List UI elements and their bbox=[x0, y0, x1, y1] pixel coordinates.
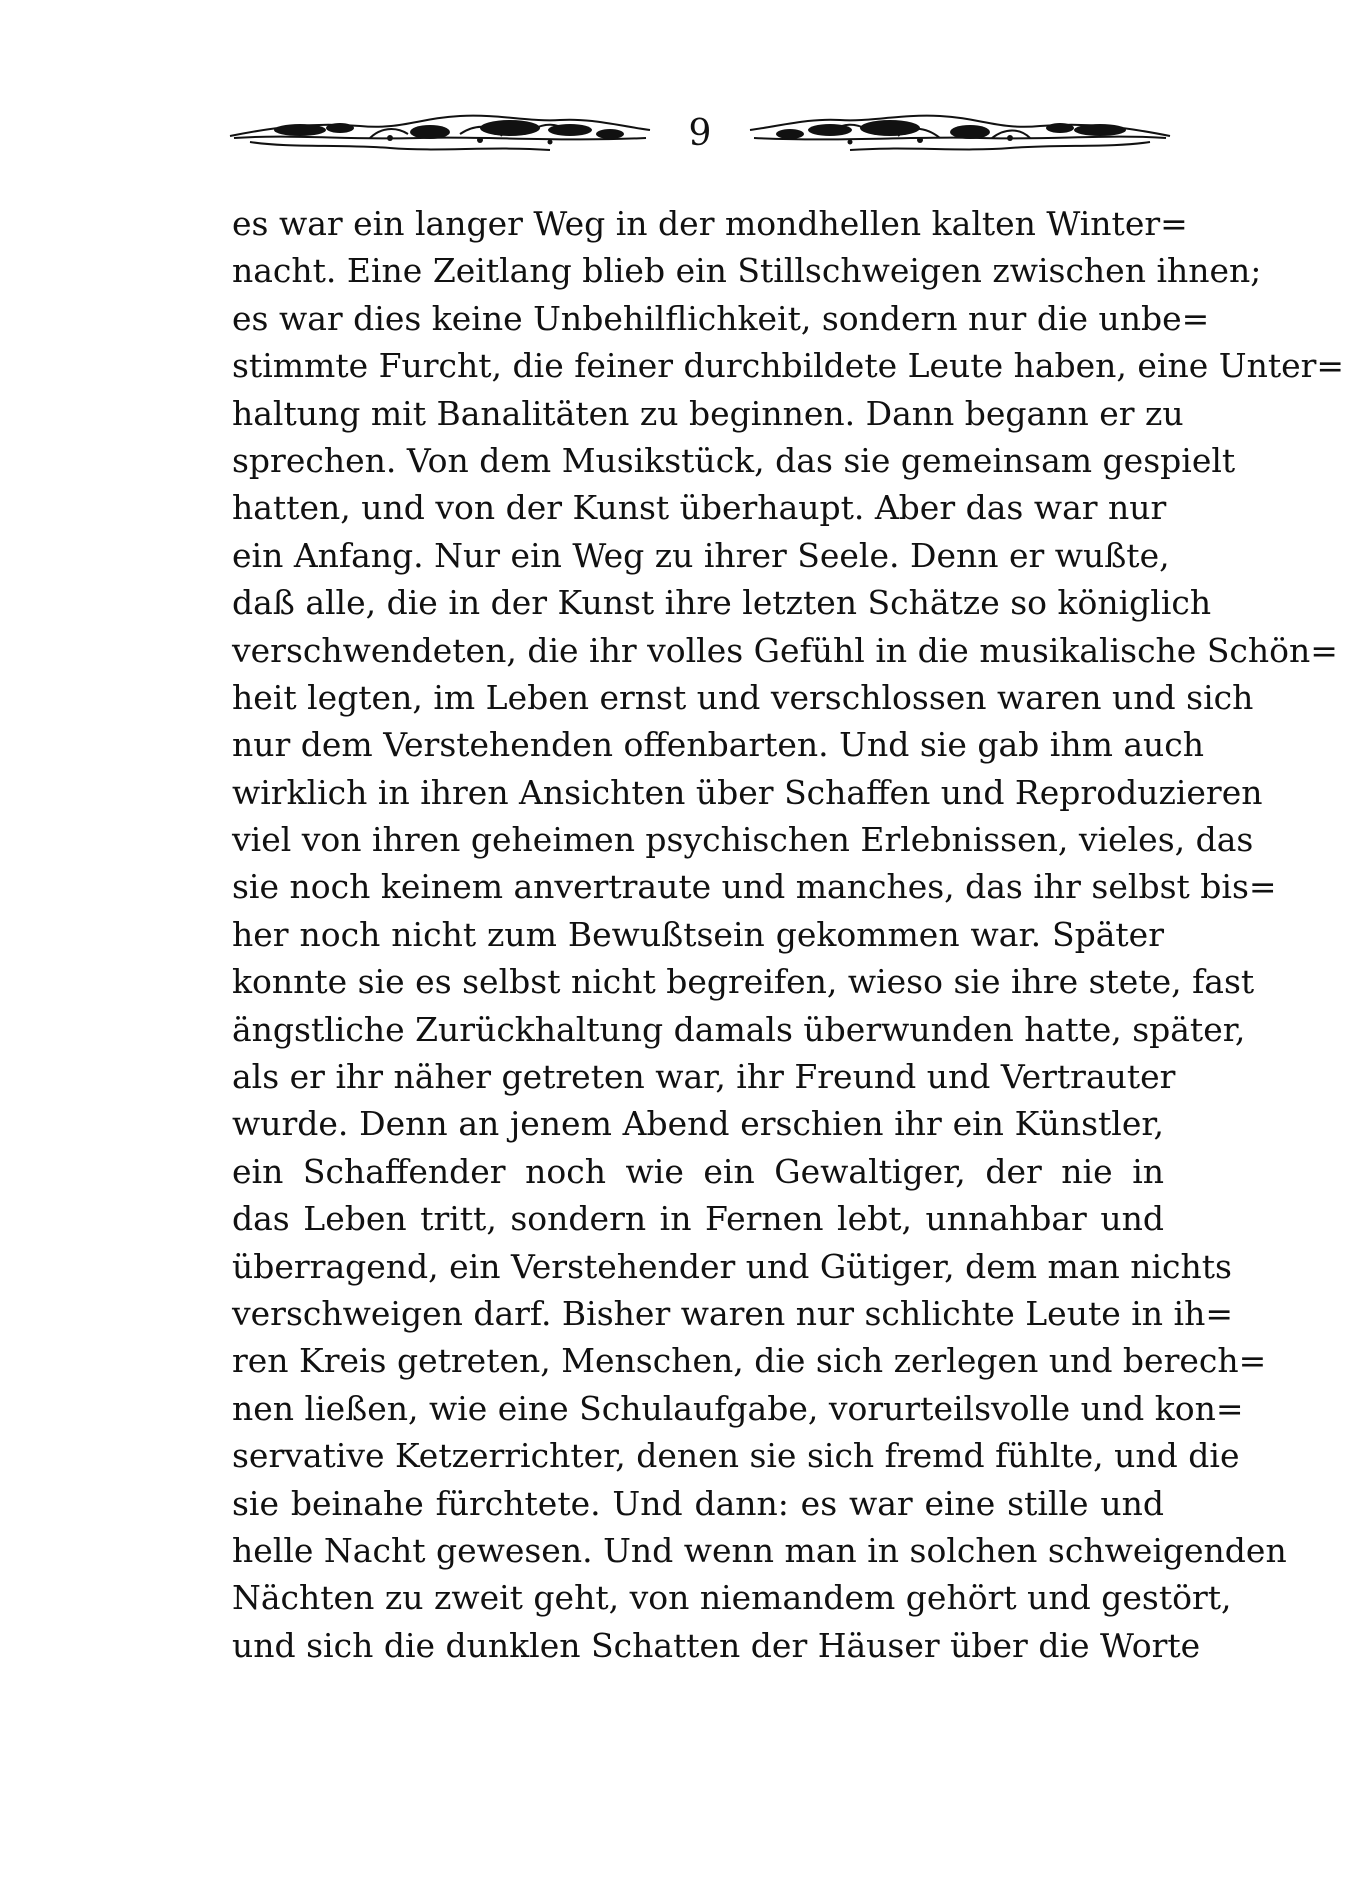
text-line: wirklich in ihren Ansichten über Schaffen und Reproduzieren bbox=[232, 772, 1263, 812]
body-text bbox=[232, 200, 1345, 1669]
text-line: ren Kreis getreten, Menschen, die sich zerlegen und berech= bbox=[232, 1341, 1267, 1381]
text-line: verschwendeten, die ihr volles Gefühl in die musikalische Schön= bbox=[232, 630, 1338, 670]
text-line: sie beinahe fürchtete. Und dann: es war eine stille und bbox=[232, 1483, 1164, 1523]
text-line: das Leben tritt, sondern in Fernen lebt, unnahbar und bbox=[232, 1199, 1164, 1239]
text-line: haltung mit Banalitäten zu beginnen. Dann begann er zu bbox=[232, 393, 1184, 433]
text-line: Nächten zu zweit geht, von niemandem gehört und gestört, bbox=[232, 1578, 1232, 1618]
text-line: es war dies keine Unbehilflichkeit, sondern nur die unbe= bbox=[232, 298, 1210, 338]
text-line: wurde. Denn an jenem Abend erschien ihr ein Künstler, bbox=[232, 1104, 1164, 1144]
text-line: her noch nicht zum Bewußtsein gekommen war. Später bbox=[232, 914, 1164, 954]
text-line: hatten, und von der Kunst überhaupt. Aber das war nur bbox=[232, 488, 1167, 528]
text-line: ein Schaffender noch wie ein Gewaltiger, der nie in bbox=[232, 1151, 1164, 1191]
text-line: heit legten, im Leben ernst und verschlossen waren und sich bbox=[232, 677, 1254, 717]
text-line: nen ließen, wie eine Schulaufgabe, vorurteilsvolle und kon= bbox=[232, 1388, 1244, 1428]
text-line: ängstliche Zurückhaltung damals überwunden hatte, später, bbox=[232, 1009, 1246, 1049]
floral-landscape-vignette-icon bbox=[750, 108, 1170, 168]
text-line: als er ihr näher getreten war, ihr Freund und Vertrauter bbox=[232, 1057, 1176, 1097]
text-line: und sich die dunklen Schatten der Häuser über die Worte bbox=[232, 1625, 1201, 1665]
text-line: daß alle, die in der Kunst ihre letzten Schätze so königlich bbox=[232, 583, 1212, 623]
text-line: sie noch keinem anvertraute und manches, das ihr selbst bis= bbox=[232, 867, 1277, 907]
page-header bbox=[230, 108, 1170, 168]
text-line: es war ein langer Weg in der mondhellen kalten Winter= bbox=[232, 204, 1188, 243]
text-line: sprechen. Von dem Musikstück, das sie gemeinsam gespielt bbox=[232, 440, 1236, 480]
text-line: servative Ketzerrichter, denen sie sich fremd fühlte, und die bbox=[232, 1436, 1240, 1476]
text-line: nur dem Verstehenden offenbarten. Und sie gab ihm auch bbox=[232, 725, 1205, 765]
text-line: ein Anfang. Nur ein Weg zu ihrer Seele. Denn er wußte, bbox=[232, 535, 1170, 575]
text-line: viel von ihren geheimen psychischen Erlebnissen, vieles, das bbox=[232, 820, 1254, 860]
text-line: überragend, ein Verstehender und Gütiger, dem man nichts bbox=[232, 1246, 1232, 1286]
page-number: 9 bbox=[688, 113, 712, 154]
floral-landscape-vignette-icon bbox=[230, 108, 650, 168]
text-line: verschweigen darf. Bisher waren nur schlichte Leute in ih= bbox=[232, 1293, 1233, 1333]
text-line: nacht. Eine Zeitlang blieb ein Stillschweigen zwischen ihnen; bbox=[232, 251, 1262, 291]
text-line: konnte sie es selbst nicht begreifen, wieso sie ihre stete, fast bbox=[232, 962, 1255, 1002]
text-line: helle Nacht gewesen. Und wenn man in solchen schweigenden bbox=[232, 1530, 1287, 1570]
text-line: stimmte Furcht, die feiner durchbildete Leute haben, eine Unter= bbox=[232, 346, 1345, 386]
